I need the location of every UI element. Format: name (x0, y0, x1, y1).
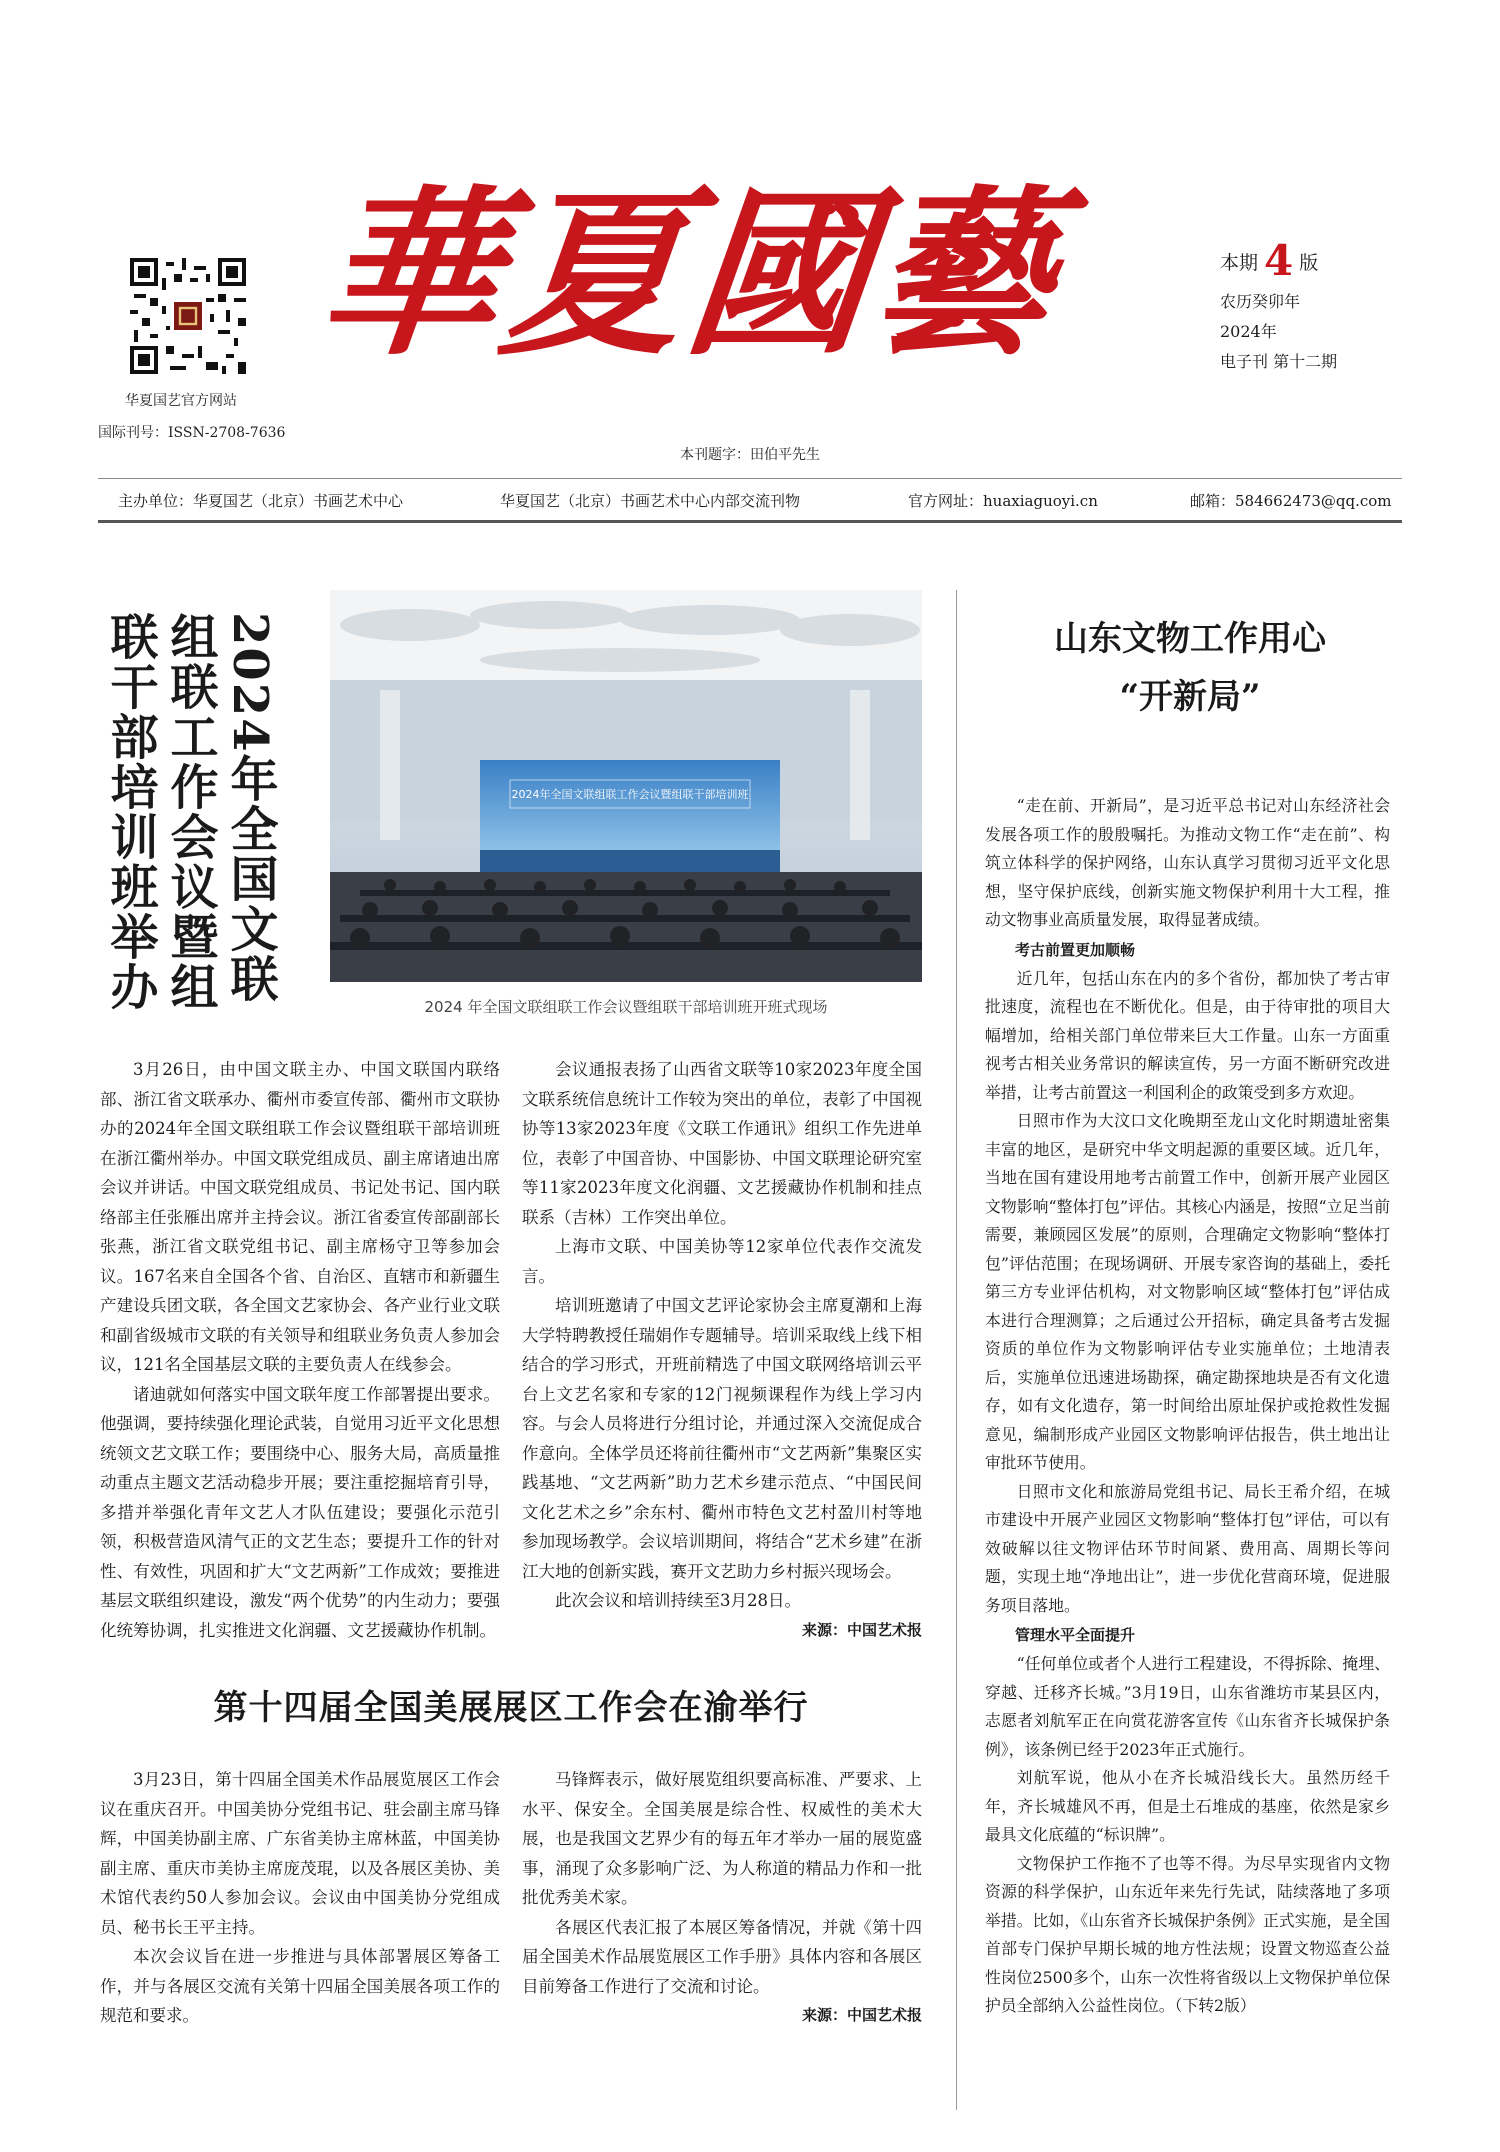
article1-source: 来源：中国艺术报 (801, 1620, 922, 1639)
masthead-title: 華夏國藝 (308, 169, 1068, 380)
divider (98, 520, 1402, 523)
article3-body (985, 792, 1390, 2021)
email-link[interactable]: 邮箱：584662473@qq.com (1190, 492, 1392, 510)
paragraph: 上海市文联、中国美协等12家单位代表作交流发言。 (522, 1237, 922, 1286)
paragraph: “任何单位或者个人进行工程建设，不得拆除、掩埋、穿越、迁移齐长城。”3月19日，山东省潍坊市某县区内，志愿者刘航军正在向赏花游客宣传《山东省齐长城保护条例》，该条例已经于2023年正式施行。 (985, 1654, 1390, 1759)
paragraph: 近几年，包括山东在内的多个省份，都加快了考古审批速度，流程也在不断优化。但是，由于待审批的项目大幅增加，给相关部门单位带来巨大工作量。山东一方面重视考古相关业务常识的解读宣传，另一方面不断研究改进举措，让考古前置这一利国利企的政策受到多方欢迎。 (985, 968, 1390, 1102)
article1-headline (100, 612, 280, 1052)
headline-line: 组联工作会议暨组 (162, 612, 218, 1012)
conference-photo (330, 590, 922, 982)
photo-caption: 2024 年全国文联组联工作会议暨组联干部培训班开班式现场 (424, 998, 828, 1016)
paragraph: 马锋辉表示，做好展览组织要高标准、严要求、上水平、保安全。全国美展是综合性、权威性的美术大展，也是我国文艺界少有的每五年才举办一届的展览盛事，涌现了众多影响广泛、为人称道的精品力作和一批批优秀美术家。 (522, 1770, 922, 1907)
issue-number: 4 (1264, 236, 1294, 285)
photo-banner: 2024年全国文联组联工作会议暨组联干部培训班 (511, 788, 749, 801)
headline-line: 联干部培训班举办 (102, 612, 158, 1012)
article1-column-2 (522, 1055, 922, 1645)
paragraph: 诸迪就如何落实中国文联年度工作部署提出要求。他强调，要持续强化理论武装，自觉用习近平文化思想统领文艺文联工作；要围绕中心、服务大局，高质量推动重点主题文艺活动稳步开展；要注重挖掘培育引导，多措并举强化青年文艺人才队伍建设；要强化示范引领，积极营造风清气正的文艺生态；要提升工作的针对性、有效性，巩固和扩大“文艺两新”工作成效；要推进基层文联组织建设，激发“两个优势”的内生动力；要强化统筹协调，扎实推进文化润疆、文艺援藏协作机制。 (100, 1384, 500, 1640)
website-link[interactable]: 官方网址：huaxiaguoyi.cn (908, 492, 1098, 510)
article2-headline: 第十四届全国美展展区工作会在渝举行 (213, 1688, 809, 1728)
article2-source: 来源：中国艺术报 (801, 2006, 922, 2024)
paragraph: “走在前、开新局”，是习近平总书记对山东经济社会发展各项工作的殷殷嘱托。为推动文物工作“走在前”、构筑立体科学的保护网络，山东认真学习贯彻习近平文化思想，坚守保护底线，创新实施文物保护利用十大工程，推动文物事业高质量发展，取得显著成绩。 (985, 796, 1390, 929)
paragraph: 3月23日，第十四届全国美术作品展览展区工作会议在重庆召开。中国美协分党组书记、驻会副主席马锋辉，中国美协副主席、广东省美协主席林蓝，中国美协副主席、重庆市美协主席庞茂琨，以及各展区美协、美术馆代表约50人参加会议。会议由中国美协分党组成员、秘书长王平主持。 (100, 1770, 500, 1937)
host-unit: 主办单位：华夏国艺（北京）书画艺术中心 (118, 492, 404, 510)
paragraph: 日照市作为大汶口文化晚期至龙山文化时期遗址密集丰富的地区，是研究中华文明起源的重要区域。近几年，当地在国有建设用地考古前置工作中，创新开展产业园区文物影响“整体打包”评估。其核心内涵是，按照“立足当前需要，兼顾园区发展”的原则，合理确定文物影响“整体打包”评估范围；在现场调研、开展专家咨询的基础上，委托第三方专业评估机构，对文物影响区域“整体打包”评估成本进行合理测算；之后通过公开招标，确定具备考古发掘资质的单位作为文物影响评估专业实施单位；土地清表后，实施单位迅速进场勘探，确定勘探地块是否有文化遗存，如有文化遗存，第一时间给出原址保护或抢救性发掘意见，编制形成产业园区文物影响评估报告，供土地出让审批环节使用。 (985, 1111, 1390, 1472)
headline-vertical (100, 612, 280, 1072)
subhead: 管理水平全面提升 (1015, 1626, 1136, 1644)
paragraph: 培训班邀请了中国文艺评论家协会主席夏潮和上海大学特聘教授任瑞娟作专题辅导。培训采取线上线下相结合的学习形式，开班前精选了中国文联网络培训云平台上文艺名家和专家的12门视频课程作为线上学习内容。与会人员将进行分组讨论，并通过深入交流促成合作意向。全体学员还将前往衢州市“文艺两新”集聚区实践基地、“文艺两新”助力艺术乡建示范点、“中国民间文化艺术之乡”余东村、衢州市特色文艺村盈川村等地参加现场教学。会议培训期间，将结合“艺术乡建”在浙江大地的创新实践，赛开文艺助力乡村振兴现场会。 (522, 1296, 922, 1581)
year: 2024年 (1220, 322, 1277, 341)
article2-column-2 (522, 1765, 922, 2031)
headline-line: “开新局” (1119, 677, 1261, 717)
circulation: 华夏国艺（北京）书画艺术中心内部交流刊物 (500, 492, 801, 510)
paragraph: 会议通报表扬了山西省文联等10家2023年度全国文联系统信息统计工作较为突出的单位，表彰了中国视协等13家2023年度《文联工作通讯》组织工作先进单位，表彰了中国音协、中国影协、中国文联理论研究室等11家2023年度文化润疆、文艺援藏协作机制和挂点联系（吉林）工作突出单位。 (522, 1060, 922, 1227)
paragraph: 3月26日，由中国文联主办、中国文联国内联络部、浙江省文联承办、衢州市委宣传部、衢州市文联协办的2024年全国文联组联工作会议暨组联干部培训班在浙江衢州举办。中国文联党组成员、副主席诸迪出席会议并讲话。中国文联党组成员、书记处书记、国内联络部主任张雁出席并主持会议。浙江省委宣传部副部长张燕，浙江省文联党组书记、副主席杨守卫等参加会议。167名来自全国各个省、自治区、直辖市和新疆生产建设兵团文联，各全国文艺家协会、各产业行业文联和副省级城市文联的有关领导和组联业务负责人参加会议，121名全国基层文联的主要负责人在线参会。 (100, 1060, 500, 1374)
headline-line: 2024年全国文联 (222, 612, 278, 1004)
issue-line (1220, 236, 1370, 285)
paragraph: 刘航军说，他从小在齐长城沿线长大。虽然历经千年，齐长城雄风不再，但是土石堆成的基座，依然是家乡最具文化底蕴的“标识牌”。 (985, 1768, 1390, 1844)
article3-headline (980, 610, 1400, 726)
divider (98, 478, 1402, 479)
issn: 国际刊号：ISSN-2708-7636 (98, 425, 286, 441)
issue-suffix: 版 (1299, 252, 1319, 274)
paragraph: 日照市文化和旅游局党组书记、局长王希介绍，在城市建设中开展产业园区文物影响“整体打包”评估，可以有效破解以往文物评估环节时间紧、费用高、周期长等问题，实现土地“净地出让”，进一步优化营商环境，促进服务项目落地。 (985, 1481, 1390, 1615)
issue-prefix: 本期 (1220, 252, 1259, 274)
paragraph: 本次会议旨在进一步推进与具体部署展区筹备工作，并与各展区交流有关第十四届全国美展各项工作的规范和要求。 (100, 1947, 500, 2025)
paragraph: 此次会议和培训持续至3月28日。 (555, 1591, 801, 1610)
qr-code[interactable] (130, 258, 246, 374)
column-divider (956, 590, 957, 2110)
headline-line: 山东文物工作用心 (1054, 619, 1326, 659)
article1-column-1 (100, 1055, 500, 1645)
lunar-year: 农历癸卯年 (1220, 292, 1301, 311)
calligraphy-credit: 本刊题字：田伯平先生 (680, 447, 820, 463)
paragraph: 各展区代表汇报了本展区筹备情况，并就《第十四届全国美术作品展览展区工作手册》具体内容和各展区目前筹备工作进行了交流和讨论。 (522, 1917, 922, 1996)
subhead: 考古前置更加顺畅 (1015, 940, 1136, 959)
edition: 电子刊 第十二期 (1220, 352, 1338, 371)
qr-caption: 华夏国艺官方网站 (125, 393, 237, 409)
paragraph: 文物保护工作拖不了也等不得。为尽早实现省内文物资源的科学保护，山东近年来先行先试，陆续落地了多项举措。比如，《山东省齐长城保护条例》正式实施，是全国首部专门保护早期长城的地方性法规；设置文物巡查公益性岗位2500多个，山东一次性将省级以上文物保护单位保护员全部纳入公益性岗位。（下转2版） (985, 1853, 1390, 2015)
issue-box (1220, 236, 1370, 377)
article2-column-1 (100, 1765, 500, 2031)
